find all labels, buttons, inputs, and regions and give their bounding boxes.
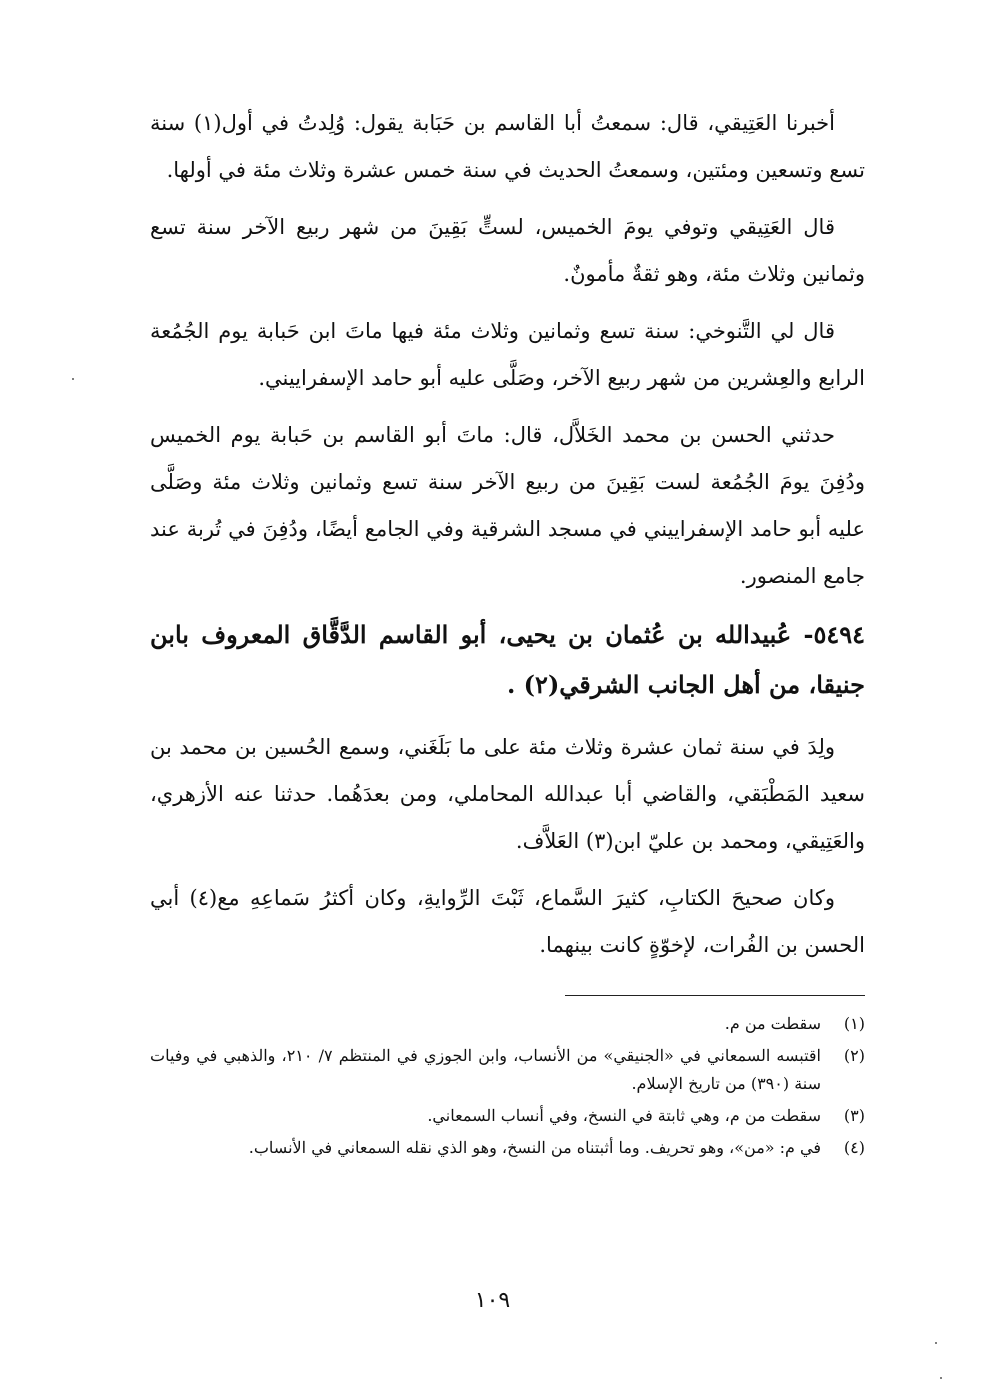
paragraph-1: أخبرنا العَتِيقي، قال: سمعتُ أبا القاسم بن حَبَابة يقول: وُلِدتُ في أول(١) سنة تسع وتسعين ومئتين، وسمعتُ الحديث في سنة خمس عشرة وثلاث مئة في أولها. — [150, 111, 865, 182]
footnote-number: (١) — [843, 1014, 865, 1033]
page-number: ١٠٩ — [474, 1288, 511, 1313]
footnote-2 — [150, 1042, 865, 1098]
paragraph-3: قال لي التَّنوخي: سنة تسع وثمانين وثلاث مئة فيها ماتَ ابن حَبابة يوم الجُمُعة الرابع والعِشرين من شهر ربيع الآخر، وصَلَّى عليه أبو حامد الإسفراييني. — [150, 319, 865, 390]
footnotes — [150, 1010, 865, 1166]
footnote-3 — [150, 1102, 865, 1130]
footnote-4 — [150, 1134, 865, 1162]
footnote-divider — [565, 995, 865, 996]
footnote-number: (٣) — [843, 1106, 865, 1125]
paragraph-5: ولِدَ في سنة ثمان عشرة وثلاث مئة على ما بَلَغَني، وسمع الحُسين بن محمد بن سعيد المَطْبَقي، والقاضي أبا عبدالله المحاملي، ومن بعدَهُما. حدثنا عنه الأزهري، والعَتِيقي، ومحمد بن عليّ ابن(٣) العَلاَّف. — [150, 735, 865, 853]
paragraph-6: وكان صحيحَ الكتابِ، كثيرَ السَّماع، ثَبْتَ الرِّوايةِ، وكان أكثرُ سَماعِهِ مع(٤) أبي الحسن بن الفُرات، لإخوّةٍ كانت بينهما. — [150, 886, 865, 957]
scan-speck — [935, 1342, 937, 1344]
footnote-text: في م: «من»، وهو تحريف. وما أثبتناه من النسخ، وهو الذي نقله السمعاني في الأنساب. — [248, 1138, 821, 1157]
scan-speck — [72, 378, 74, 380]
footnote-text: اقتبسه السمعاني في «الجنيقي» من الأنساب، وابن الجوزي في المنتظم ٧/ ٢١٠، والذهبي في وفيات سنة (٣٩٠) من تاريخ الإسلام. — [150, 1046, 822, 1093]
paragraph-2: قال العَتِيقي وتوفي يومَ الخميس، لستٍّ بَقِينَ من شهر ربيع الآخر سنة تسع وثمانين وثلاث مئة، وهو ثقةٌ مأمونٌ. — [150, 215, 865, 286]
footnote-number: (٤) — [843, 1138, 865, 1157]
main-text — [150, 100, 865, 979]
entry-heading: ٥٤٩٤- عُبيدالله بن عُثمان بن يحيى، أبو القاسم الدَّقَّاق المعروف بابن جنيقا، من أهل الجانب الشرقي(٢) . — [150, 620, 865, 699]
footnote-number: (٢) — [843, 1046, 865, 1065]
scan-speck — [940, 1377, 942, 1379]
footnote-text: سقطت من م. — [724, 1014, 821, 1033]
footnote-1 — [150, 1010, 865, 1038]
footnote-text: سقطت من م، وهي ثابتة في النسخ، وفي أنساب السمعاني. — [427, 1106, 821, 1125]
paragraph-4: حدثني الحسن بن محمد الخَلاَّل، قال: ماتَ أبو القاسم بن حَبابة يوم الخميس ودُفِنَ يومَ الجُمُعة لست بَقِينَ من ربيع الآخر سنة تسع وثمانين وثلاث مئة وصَلَّى عليه أبو حامد الإسفراييني في مسجد الشرقية وفي الجامع أيضًا، ودُفِنَ في تُربة عند جامع المنصور. — [150, 423, 865, 588]
